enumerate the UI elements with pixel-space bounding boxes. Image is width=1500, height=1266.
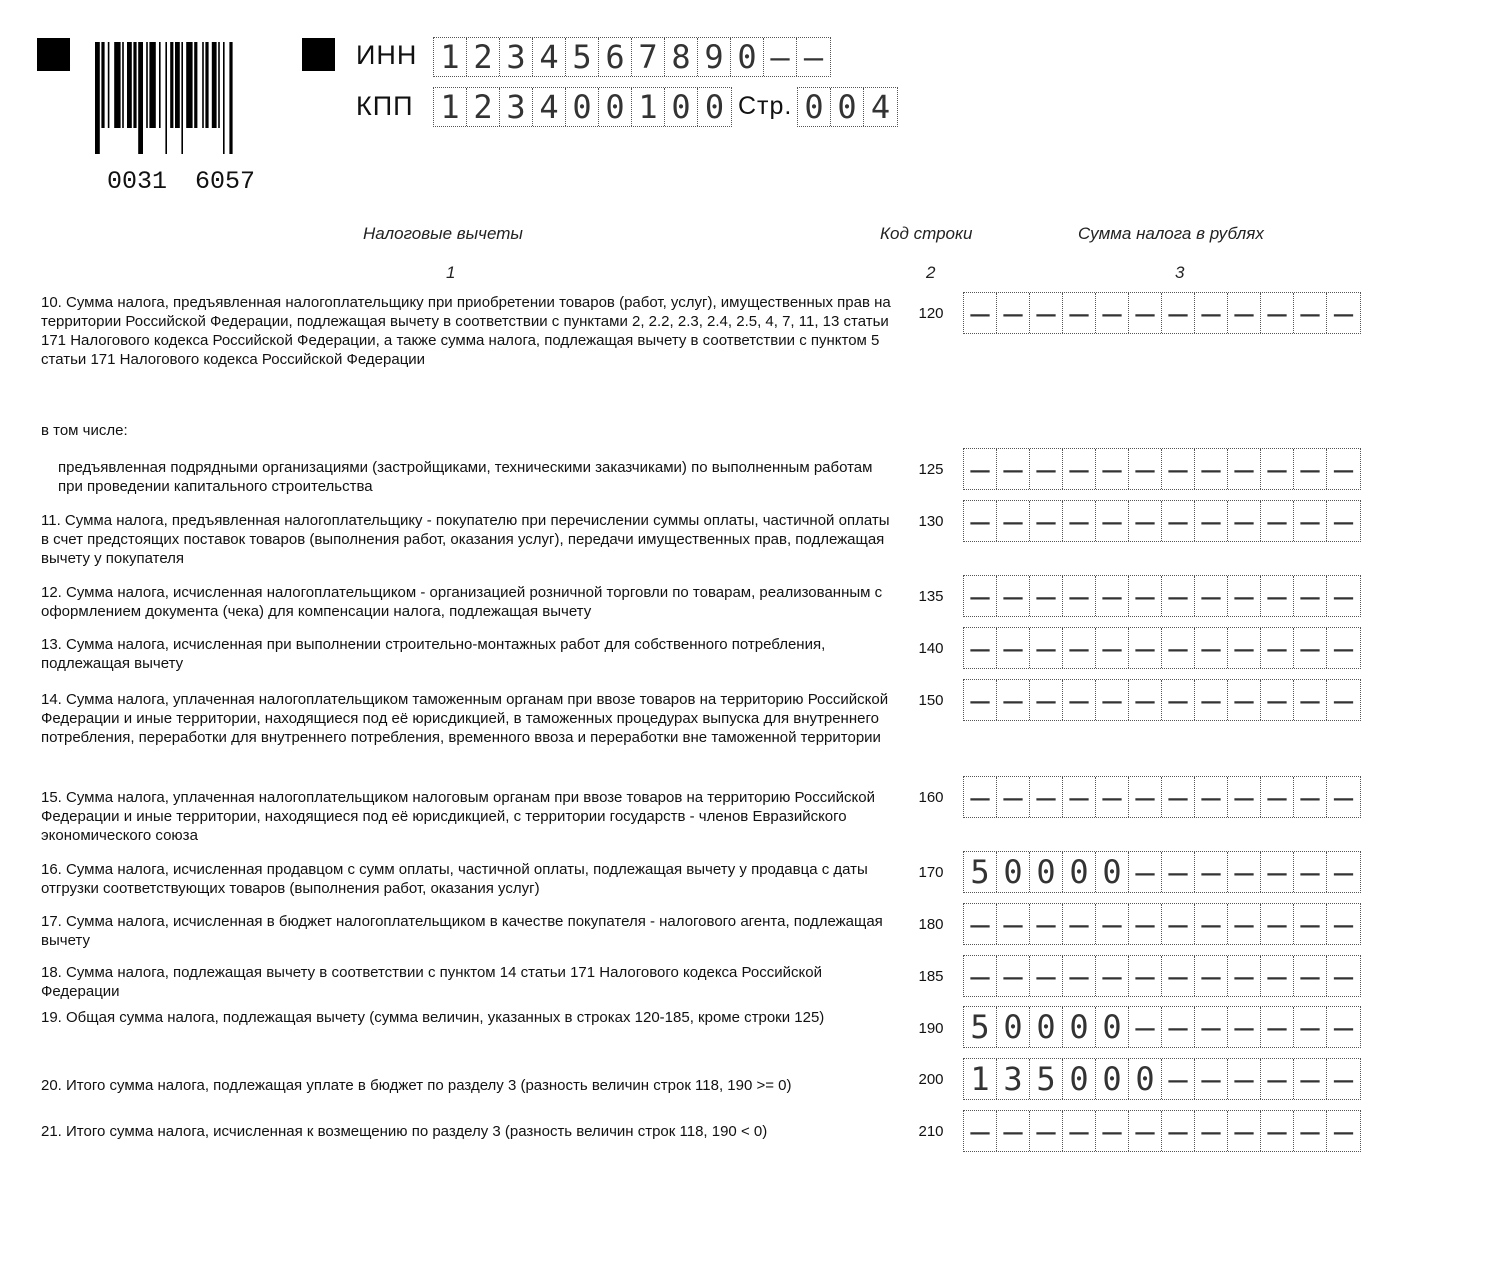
- kpp-cell: 1: [434, 88, 467, 126]
- row-description: 20. Итого сумма налога, подлежащая уплате в бюджет по разделу 3 (разность величин строк 118, 190 >= 0): [41, 1077, 792, 1094]
- amount-cell: –: [1195, 777, 1228, 817]
- amount-cell: –: [1294, 1007, 1327, 1047]
- barcode-bar: [127, 42, 132, 128]
- amount-cell: 0: [997, 1007, 1030, 1047]
- amount-cell: –: [1294, 1111, 1327, 1151]
- amount-cell: –: [1096, 1111, 1129, 1151]
- amount-cell: –: [1333, 450, 1354, 488]
- amount-cell: –: [1228, 777, 1261, 817]
- tax-amount-field[interactable]: [963, 575, 1361, 617]
- row-code: 210: [918, 1123, 944, 1140]
- amount-cell: –: [1063, 576, 1096, 616]
- amount-cell: –: [964, 904, 997, 944]
- tax-amount-field[interactable]: [963, 1110, 1361, 1152]
- amount-cell: –: [1195, 904, 1228, 944]
- registration-marker-right: [302, 38, 335, 71]
- amount-cell: –: [1333, 294, 1354, 332]
- amount-cell: –: [1096, 777, 1129, 817]
- amount-cell: –: [1129, 680, 1162, 720]
- amount-cell: 0: [1063, 1007, 1096, 1047]
- amount-cell: –: [1294, 956, 1327, 996]
- amount-cell: –: [1162, 501, 1195, 541]
- amount-cell: –: [964, 956, 997, 996]
- amount-cell: –: [1096, 628, 1129, 668]
- amount-cell: –: [1063, 1111, 1096, 1151]
- amount-cell: –: [1333, 577, 1354, 615]
- amount-cell: –: [1162, 1059, 1195, 1099]
- amount-cell: –: [1195, 628, 1228, 668]
- amount-cell: –: [997, 956, 1030, 996]
- barcode-bar: [212, 42, 217, 128]
- amount-cell: –: [1063, 680, 1096, 720]
- amount-cell: –: [1162, 852, 1195, 892]
- amount-cell: –: [1096, 956, 1129, 996]
- amount-cell: –: [1030, 680, 1063, 720]
- inn-cell: 1: [434, 38, 467, 76]
- row-description: 19. Общая сумма налога, подлежащая вычету (сумма величин, указанных в строках 120-185, кроме строки 125): [41, 1009, 825, 1026]
- inn-cell: 8: [665, 38, 698, 76]
- amount-cell: –: [1195, 1007, 1228, 1047]
- amount-cell: –: [1096, 576, 1129, 616]
- row-description: 18. Сумма налога, подлежащая вычету в соответствии с пунктом 14 статьи 171 Налогового кодекса Российской Федерации: [41, 964, 822, 1000]
- barcode-bar: [108, 42, 110, 128]
- row-description: 11. Сумма налога, предъявленная налогоплательщику - покупателю при перечислении суммы оплаты, частичной оплаты в счет предстоящих поставок товаров (выполнения работ, оказания услуг), передачи имущественных прав, подлежащая вычету у покупателя: [41, 512, 890, 567]
- amount-cell: –: [1228, 852, 1261, 892]
- barcode-bar: [165, 42, 167, 154]
- barcode-bar: [202, 42, 204, 128]
- amount-cell: –: [1228, 956, 1261, 996]
- kpp-cell: 1: [632, 88, 665, 126]
- amount-cell: –: [1195, 1059, 1228, 1099]
- kpp-cell: 2: [467, 88, 500, 126]
- amount-cell: –: [997, 449, 1030, 489]
- barcode-bar: [95, 42, 100, 154]
- amount-cell: –: [1333, 502, 1354, 540]
- inn-cell: 4: [533, 38, 566, 76]
- barcode-bar: [223, 42, 225, 154]
- amount-cell: 0: [1063, 1059, 1096, 1099]
- amount-cell: –: [1261, 777, 1294, 817]
- barcode-bar: [149, 42, 155, 128]
- amount-cell: –: [964, 777, 997, 817]
- row-description: 21. Итого сумма налога, исчисленная к возмещению по разделу 3 (разность величин строк 118, 190 < 0): [41, 1123, 768, 1140]
- amount-cell: –: [1228, 576, 1261, 616]
- amount-cell: –: [1030, 904, 1063, 944]
- tax-amount-field[interactable]: [963, 1058, 1361, 1100]
- amount-cell: –: [1129, 576, 1162, 616]
- barcode-bar: [175, 42, 180, 128]
- amount-cell: –: [1096, 293, 1129, 333]
- inn-cell: 9: [698, 38, 731, 76]
- amount-cell: –: [1063, 956, 1096, 996]
- tax-amount-field[interactable]: [963, 903, 1361, 945]
- kpp-cell: 0: [704, 88, 725, 126]
- amount-cell: –: [1162, 293, 1195, 333]
- amount-cell: –: [1162, 576, 1195, 616]
- amount-cell: –: [1030, 777, 1063, 817]
- amount-cell: –: [997, 904, 1030, 944]
- amount-cell: –: [1063, 293, 1096, 333]
- amount-cell: –: [1195, 852, 1228, 892]
- amount-cell: –: [1129, 904, 1162, 944]
- kpp-cell: 4: [533, 88, 566, 126]
- amount-cell: –: [1096, 680, 1129, 720]
- row-code: 140: [918, 640, 944, 657]
- barcode-bar: [114, 42, 120, 128]
- amount-cell: –: [1228, 1059, 1261, 1099]
- amount-cell: –: [1129, 293, 1162, 333]
- amount-cell: –: [1261, 1059, 1294, 1099]
- amount-cell: –: [997, 777, 1030, 817]
- barcode-bar: [122, 42, 124, 128]
- kpp-cell: 0: [665, 88, 698, 126]
- amount-cell: –: [1195, 680, 1228, 720]
- amount-cell: –: [1228, 449, 1261, 489]
- barcode-bar: [218, 42, 220, 128]
- column-title-deductions: Налоговые вычеты: [363, 224, 523, 243]
- amount-cell: –: [1333, 1060, 1354, 1098]
- amount-cell: –: [997, 293, 1030, 333]
- inn-cell: 5: [566, 38, 599, 76]
- amount-cell: –: [964, 449, 997, 489]
- tax-amount-field[interactable]: [963, 776, 1361, 818]
- amount-cell: –: [1333, 629, 1354, 667]
- amount-cell: –: [1294, 1059, 1327, 1099]
- amount-cell: –: [1333, 957, 1354, 995]
- amount-cell: –: [1261, 576, 1294, 616]
- amount-cell: –: [1294, 777, 1327, 817]
- amount-cell: –: [1162, 777, 1195, 817]
- amount-cell: –: [1228, 904, 1261, 944]
- page-cell: 4: [870, 88, 891, 126]
- barcode-bar: [133, 42, 136, 128]
- row-code: 150: [918, 692, 944, 709]
- amount-cell: –: [1195, 1111, 1228, 1151]
- amount-cell: –: [1162, 628, 1195, 668]
- amount-cell: –: [1261, 1007, 1294, 1047]
- row-description: 17. Сумма налога, исчисленная в бюджет налогоплательщиком в качестве покупателя - налогового агента, подлежащая вычету: [41, 913, 883, 949]
- tax-amount-field[interactable]: [963, 500, 1361, 542]
- inn-cell: 2: [467, 38, 500, 76]
- amount-cell: –: [1129, 628, 1162, 668]
- row-code: 200: [918, 1071, 944, 1088]
- tax-amount-field[interactable]: [963, 955, 1361, 997]
- row-code: 170: [918, 864, 944, 881]
- amount-cell: –: [1261, 852, 1294, 892]
- amount-cell: –: [1261, 293, 1294, 333]
- inn-cell: 6: [599, 38, 632, 76]
- amount-cell: –: [1333, 853, 1354, 891]
- amount-cell: –: [964, 1111, 997, 1151]
- amount-cell: –: [1261, 680, 1294, 720]
- amount-cell: 0: [997, 852, 1030, 892]
- amount-cell: –: [1129, 852, 1162, 892]
- inn-cell: –: [803, 38, 824, 76]
- amount-cell: 0: [1096, 1059, 1129, 1099]
- amount-cell: –: [1030, 501, 1063, 541]
- row-description: 14. Сумма налога, уплаченная налогоплательщиком таможенным органам при ввозе товаров на территорию Российской Федерации и иные территории, находящиеся под её юрисдикцией, в таможенных процедурах выпуска для внутреннего потребления, переработки для внутреннего потребления, временного ввоза и переработки вне таможенной территории: [41, 691, 889, 746]
- barcode-bar: [138, 42, 143, 154]
- amount-cell: –: [1333, 681, 1354, 719]
- amount-cell: –: [1228, 501, 1261, 541]
- column-number-3: 3: [1175, 263, 1185, 282]
- barcode-bar: [194, 42, 197, 128]
- amount-cell: –: [997, 1111, 1030, 1151]
- inn-cell: 3: [500, 38, 533, 76]
- amount-cell: –: [1261, 449, 1294, 489]
- registration-marker-left: [37, 38, 70, 71]
- row-code: 130: [918, 513, 944, 530]
- inn-label: ИНН: [356, 40, 418, 70]
- inn-field[interactable]: [433, 37, 831, 77]
- amount-cell: –: [1294, 680, 1327, 720]
- amount-cell: –: [1228, 1007, 1261, 1047]
- row-code: 160: [918, 789, 944, 806]
- amount-cell: –: [997, 576, 1030, 616]
- page-number-field[interactable]: [797, 87, 898, 127]
- tax-amount-field[interactable]: [963, 679, 1361, 721]
- tax-amount-field[interactable]: [963, 851, 1361, 893]
- amount-cell: –: [964, 680, 997, 720]
- amount-cell: –: [1294, 904, 1327, 944]
- amount-cell: –: [1063, 777, 1096, 817]
- row-description: 10. Сумма налога, предъявленная налогоплательщику при приобретении товаров (работ, услуг), имущественных прав на территории Российской Федерации, подлежащая вычету в соответствии с пунктами 2, 2.2, 2.3, 2.4, 2.5, 4, 7, 11, 13 статьи 171 Налогового кодекса Российской Федерации, а также сумма налога, подлежащая вычету в соответствии с пунктом 5 статьи 171 Налогового кодекса Российской Федерации: [41, 294, 891, 368]
- inn-cell: 0: [731, 38, 764, 76]
- barcode: [93, 42, 273, 196]
- barcode-bar: [205, 42, 208, 128]
- row-code: 125: [918, 461, 944, 478]
- amount-cell: –: [1129, 501, 1162, 541]
- tax-amount-field[interactable]: [963, 1006, 1361, 1048]
- amount-cell: –: [1030, 576, 1063, 616]
- column-number-2: 2: [926, 263, 936, 282]
- amount-cell: –: [1129, 956, 1162, 996]
- amount-cell: 3: [997, 1059, 1030, 1099]
- amount-cell: –: [1162, 1111, 1195, 1151]
- amount-cell: –: [1294, 449, 1327, 489]
- inn-cell: 7: [632, 38, 665, 76]
- column-title-tax-amount: Сумма налога в рублях: [1078, 224, 1264, 243]
- amount-cell: –: [997, 628, 1030, 668]
- amount-cell: 5: [1030, 1059, 1063, 1099]
- amount-cell: –: [1261, 628, 1294, 668]
- amount-cell: –: [1129, 1007, 1162, 1047]
- amount-cell: 5: [964, 1007, 997, 1047]
- amount-cell: –: [1162, 449, 1195, 489]
- amount-cell: –: [1096, 449, 1129, 489]
- amount-cell: –: [1129, 449, 1162, 489]
- amount-cell: –: [1030, 293, 1063, 333]
- amount-cell: –: [1333, 1008, 1354, 1046]
- amount-cell: –: [1162, 904, 1195, 944]
- barcode-bar: [170, 42, 173, 128]
- amount-cell: –: [964, 576, 997, 616]
- row-code: 190: [918, 1020, 944, 1037]
- barcode-bars: [93, 42, 273, 157]
- page-label: Стр.: [738, 92, 793, 120]
- amount-cell: 0: [1030, 1007, 1063, 1047]
- amount-cell: –: [1333, 778, 1354, 816]
- amount-cell: –: [1195, 501, 1228, 541]
- amount-cell: –: [1129, 777, 1162, 817]
- amount-cell: –: [1195, 956, 1228, 996]
- amount-cell: –: [1129, 1111, 1162, 1151]
- amount-cell: –: [1294, 293, 1327, 333]
- amount-cell: –: [1096, 904, 1129, 944]
- page-cell: 0: [831, 88, 864, 126]
- amount-cell: –: [1261, 501, 1294, 541]
- amount-cell: –: [1294, 501, 1327, 541]
- amount-cell: –: [964, 501, 997, 541]
- row-code: 185: [918, 968, 944, 985]
- amount-cell: 5: [964, 852, 997, 892]
- row-code: 135: [918, 588, 944, 605]
- amount-cell: –: [1030, 449, 1063, 489]
- barcode-digits-right: 6057: [195, 167, 256, 196]
- amount-cell: –: [1261, 904, 1294, 944]
- amount-cell: –: [1333, 905, 1354, 943]
- row-code: 180: [918, 916, 944, 933]
- amount-cell: –: [1261, 1111, 1294, 1151]
- tax-amount-field[interactable]: [963, 627, 1361, 669]
- barcode-bar: [181, 42, 183, 154]
- amount-cell: –: [1162, 956, 1195, 996]
- barcode-bar: [101, 42, 104, 128]
- barcode-bar: [186, 42, 192, 128]
- amount-cell: –: [1063, 904, 1096, 944]
- page-cell: 0: [798, 88, 831, 126]
- row-description: предъявленная подрядными организациями (застройщиками, техническими заказчиками) по выполненным работам при проведении капитального строительства: [58, 459, 873, 495]
- barcode-bar: [229, 42, 232, 154]
- kpp-label: КПП: [356, 91, 414, 121]
- amount-cell: –: [1228, 628, 1261, 668]
- amount-cell: 0: [1063, 852, 1096, 892]
- amount-cell: 0: [1030, 852, 1063, 892]
- barcode-digits-left: 0031: [107, 167, 168, 196]
- barcode-bar: [159, 42, 161, 128]
- row-description: 15. Сумма налога, уплаченная налогоплательщиком налоговым органам при ввозе товаров на территорию Российской Федерации и иные территории, находящиеся под её юрисдикцией, с территории государств - членов Евразийского экономического союза: [41, 789, 875, 844]
- row-description: 13. Сумма налога, исчисленная при выполнении строительно-монтажных работ для собственного потребления, подлежащая вычету: [41, 636, 826, 672]
- amount-cell: 0: [1096, 852, 1129, 892]
- amount-cell: 0: [1096, 1007, 1129, 1047]
- amount-cell: 1: [964, 1059, 997, 1099]
- amount-cell: –: [1195, 449, 1228, 489]
- amount-cell: –: [964, 628, 997, 668]
- amount-cell: –: [1195, 576, 1228, 616]
- barcode-bar: [146, 42, 148, 128]
- amount-cell: –: [1261, 956, 1294, 996]
- amount-cell: –: [1195, 293, 1228, 333]
- column-number-1: 1: [446, 263, 456, 282]
- amount-cell: –: [1063, 449, 1096, 489]
- amount-cell: –: [1333, 1112, 1354, 1150]
- column-title-line-code: Код строки: [880, 224, 973, 243]
- amount-cell: –: [1294, 852, 1327, 892]
- amount-cell: 0: [1129, 1059, 1162, 1099]
- row-description: 12. Сумма налога, исчисленная налогоплательщиком - организацией розничной торговли по товарам, реализованным с оформлением документа (чека) для компенсации налога, подлежащая вычету: [41, 584, 883, 620]
- amount-cell: –: [997, 680, 1030, 720]
- amount-cell: –: [1063, 501, 1096, 541]
- amount-cell: –: [964, 293, 997, 333]
- amount-cell: –: [1162, 680, 1195, 720]
- amount-cell: –: [997, 501, 1030, 541]
- tax-amount-field[interactable]: [963, 448, 1361, 490]
- kpp-cell: 0: [599, 88, 632, 126]
- amount-cell: –: [1063, 628, 1096, 668]
- amount-cell: –: [1162, 1007, 1195, 1047]
- kpp-field[interactable]: [433, 87, 732, 127]
- amount-cell: –: [1294, 576, 1327, 616]
- amount-cell: –: [1030, 628, 1063, 668]
- amount-cell: –: [1294, 628, 1327, 668]
- amount-cell: –: [1228, 1111, 1261, 1151]
- row-code: 120: [918, 305, 944, 322]
- amount-cell: –: [1030, 1111, 1063, 1151]
- amount-cell: –: [1228, 680, 1261, 720]
- including-label: в том числе:: [41, 422, 128, 439]
- kpp-cell: 0: [566, 88, 599, 126]
- row-description: 16. Сумма налога, исчисленная продавцом с сумм оплаты, частичной оплаты, подлежащая вычету у продавца с даты отгрузки соответствующих товаров (выполнения работ, оказания услуг): [41, 861, 868, 897]
- amount-cell: –: [1030, 956, 1063, 996]
- amount-cell: –: [1228, 293, 1261, 333]
- kpp-cell: 3: [500, 88, 533, 126]
- inn-cell: –: [764, 38, 797, 76]
- tax-amount-field[interactable]: [963, 292, 1361, 334]
- amount-cell: –: [1096, 501, 1129, 541]
